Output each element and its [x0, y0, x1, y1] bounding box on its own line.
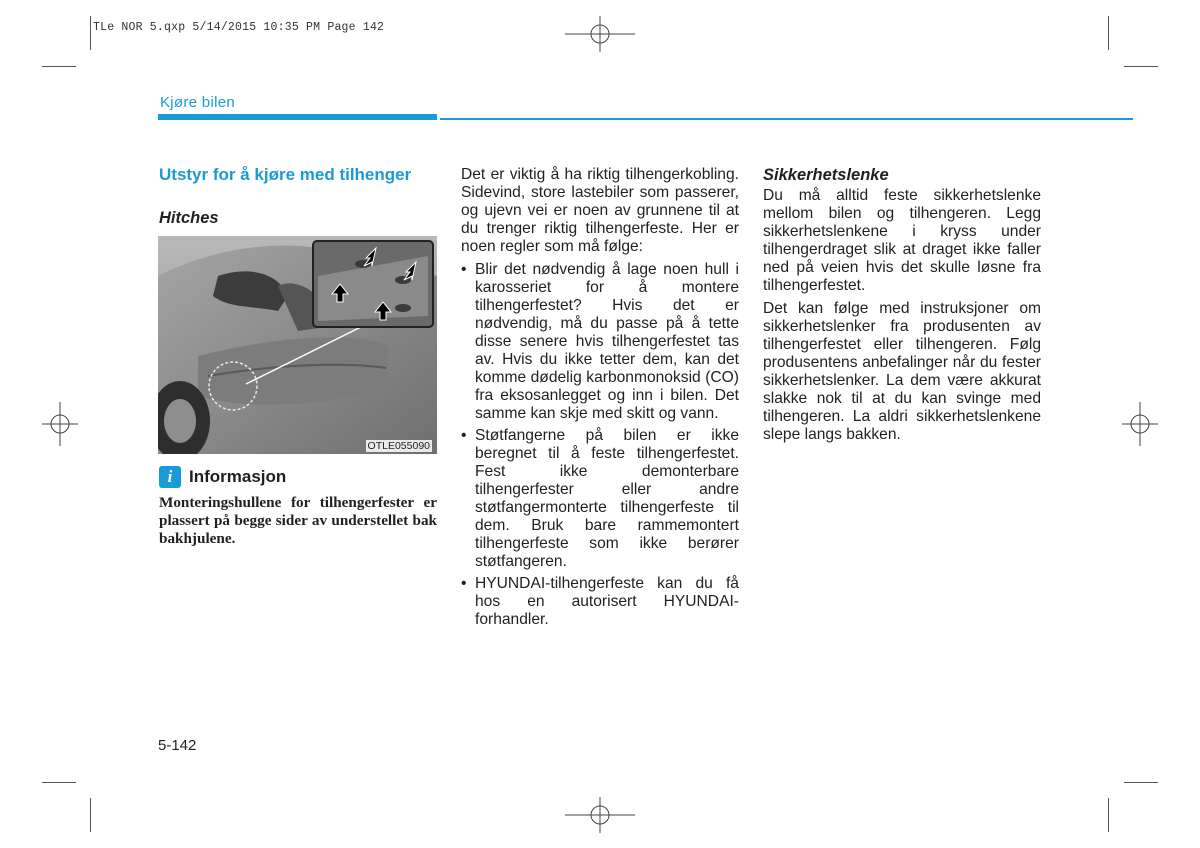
registration-mark-bottom: [565, 795, 635, 835]
rules-list: [461, 261, 739, 629]
middle-column: [461, 166, 739, 633]
section-header: Kjøre bilen: [160, 94, 235, 111]
list-item-text: HYUNDAI-tilhengerfeste kan du få hos en autorisert HYUNDAI-forhandler.: [475, 575, 739, 628]
info-text: Monteringshullene for tilhengerfester er plassert på begge sider av understellet bak bakhjulene.: [159, 494, 437, 547]
list-item: [461, 575, 739, 629]
subsection-title-safety-chain: Sikkerhetslenke: [763, 166, 889, 184]
info-title: Informasjon: [189, 467, 287, 486]
list-item-text: Støtfangerne på bilen er ikke beregnet til å feste tilhengerfestet. Fest ikke demonterbare tilhengerfester eller andre støtfangermonterte tilhengerfeste til dem. Bruk bare rammemontert tilhengerfeste som ikke berører støtfangeren.: [475, 427, 739, 570]
list-item: [461, 261, 739, 423]
print-slug: TLe NOR 5.qxp 5/14/2015 10:35 PM Page 142: [93, 21, 385, 34]
list-item: [461, 427, 739, 571]
right-column: [763, 166, 1041, 449]
registration-mark-left: [40, 402, 80, 446]
list-item-text: Blir det nødvendig å lage noen hull i karosseriet for å montere tilhengerfestet? Hvis det er nødvendig, må du passe på å tette disse senere hvis tilhengerfestet tas av. Hvis du ikke tetter dem, kan det komme dødelig karbonmonoksid (CO) fra eksosanlegget og inn i bilen. Det samme kan skje med skitt og vann.: [475, 261, 739, 422]
paragraph: Du må alltid feste sikkerhetslenke mellom bilen og tilhengeren. Legg sikkerhetslenkene i kryss under tilhengerdraget slik at draget ikke faller ned på veien hvis det skulle løsne fra tilhengerfestet.: [763, 187, 1041, 294]
figure-code: OTLE055090: [367, 440, 430, 452]
page-number: 5-142: [158, 737, 197, 754]
intro-paragraph: Det er viktig å ha riktig tilhengerkobling. Sidevind, store lastebiler som passerer, og ujevn vei er noen av grunnene til at du trenger riktig tilhengerfeste. Her er noen regler som må følge:: [461, 166, 739, 255]
subsection-title-hitches: Hitches: [159, 209, 219, 227]
section-title: Utstyr for å kjøre med tilhenger: [159, 165, 412, 184]
bullet-icon: •: [461, 575, 467, 592]
car-rear-illustration: [158, 236, 437, 454]
header-rule: [440, 118, 1133, 120]
info-icon: i: [159, 466, 181, 488]
hitch-mounting-figure: [158, 236, 437, 454]
bullet-icon: •: [461, 261, 467, 278]
registration-mark-right: [1120, 402, 1160, 446]
bullet-icon: •: [461, 427, 467, 444]
registration-mark-top: [565, 14, 635, 54]
paragraph: Det kan følge med instruksjoner om sikkerhetslenker fra produsenten av tilhengerfestet eller tilhengeren. Følg produsentens anbefalinger når du fester sikkerhetslenker. La dem være akkurat slakke nok til at du kan svinge med tilhengeren. La aldri sikkerhetslenkene slepe langs bakken.: [763, 300, 1041, 443]
header-bar: [158, 114, 437, 120]
